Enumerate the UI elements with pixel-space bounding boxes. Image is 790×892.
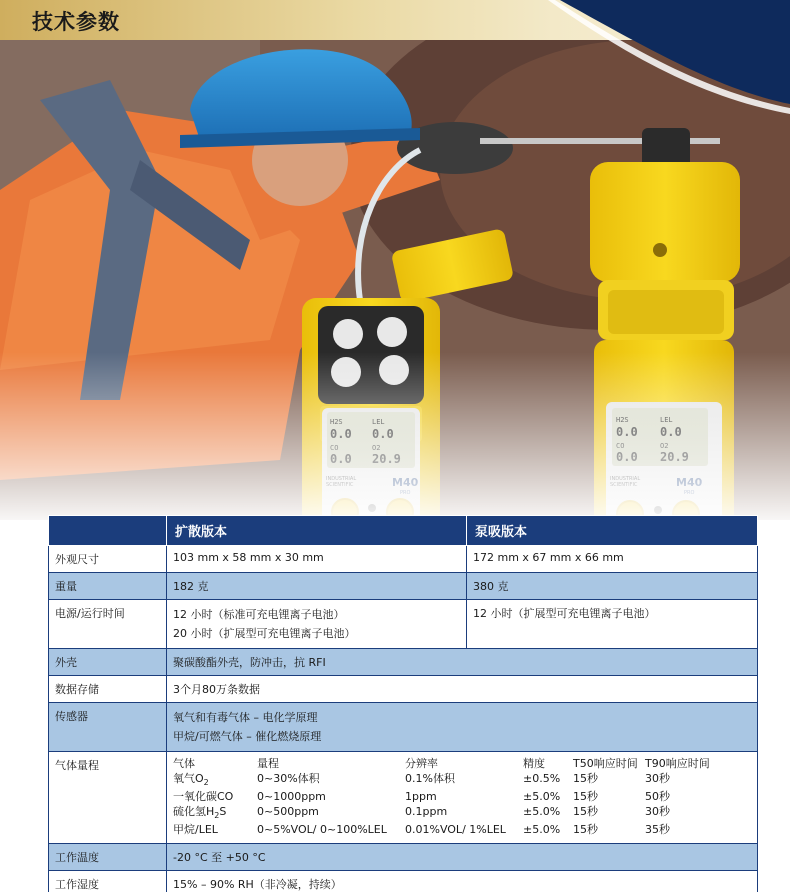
- gas-col-header: 精度: [523, 757, 545, 770]
- row-label: 电源/运行时间: [49, 600, 167, 649]
- gas-accuracy: ±5.0%: [523, 804, 561, 818]
- gas-name: 一氧化碳CO: [173, 790, 234, 804]
- gas-resolution: 0.1%体积: [405, 771, 455, 785]
- gas-range-grid: [173, 757, 751, 838]
- row-value-diffusion: [167, 600, 467, 649]
- table-row: [49, 870, 758, 892]
- gas-t50: 15秒: [573, 823, 598, 837]
- gas-t90: 30秒: [645, 804, 670, 818]
- gas-accuracy: ±5.0%: [523, 790, 561, 804]
- table-row: [49, 546, 758, 573]
- row-label: 传感器: [49, 703, 167, 752]
- gas-header-row: [173, 757, 751, 772]
- header-blank-cell: [49, 516, 167, 546]
- gas-col-header: T50响应时间: [573, 757, 638, 770]
- row-value-line: 氧气和有毒气体 – 电化学原理: [173, 711, 318, 724]
- gas-col-header: 分辨率: [405, 757, 438, 770]
- row-value-line: 20 小时（扩展型可充电锂离子电池）: [173, 627, 356, 640]
- row-value: 聚碳酸酯外壳，防冲击，抗 RFI: [167, 649, 758, 676]
- gas-range: 0~500ppm: [257, 804, 319, 818]
- gas-row: [173, 805, 751, 824]
- gas-name: 氧气$O_2$: [173, 771, 209, 787]
- page-title: 技术参数: [32, 10, 120, 34]
- gas-accuracy: ±0.5%: [523, 771, 561, 785]
- table-row: [49, 703, 758, 752]
- gas-range: 0~30%体积: [257, 771, 320, 785]
- gas-row: [173, 823, 751, 838]
- gas-t50: 15秒: [573, 790, 598, 804]
- header-pump: 泵吸版本: [467, 516, 758, 546]
- row-label: 气体量程: [49, 752, 167, 844]
- gas-t50: 15秒: [573, 804, 598, 818]
- gas-row: [173, 790, 751, 805]
- table-row: [49, 573, 758, 600]
- row-value-diffusion: 182 克: [167, 573, 467, 600]
- gas-col-header: 气体: [173, 757, 195, 770]
- gas-col-header: 量程: [257, 757, 279, 770]
- gas-name: 硫化氢$H_2S$: [173, 804, 227, 820]
- table-row: [49, 843, 758, 870]
- gas-accuracy: ±5.0%: [523, 823, 561, 837]
- row-value-line: 甲烷/可燃气体 – 催化燃烧原理: [173, 730, 322, 743]
- row-value-pump: 380 克: [467, 573, 758, 600]
- row-value-diffusion: 103 mm x 58 mm x 30 mm: [167, 546, 467, 573]
- table-row: [49, 600, 758, 649]
- row-label: 工作温度: [49, 843, 167, 870]
- table-header-row: [49, 516, 758, 546]
- row-label: 外壳: [49, 649, 167, 676]
- row-value-line: 12 小时（标准可充电锂离子电池）: [173, 608, 345, 621]
- gas-resolution: 1ppm: [405, 790, 437, 804]
- gas-t90: 30秒: [645, 771, 670, 785]
- row-value: [167, 703, 758, 752]
- gas-t90: 35秒: [645, 823, 670, 837]
- gas-range: 0~1000ppm: [257, 790, 326, 804]
- gas-resolution: 0.1ppm: [405, 804, 448, 818]
- row-label: 数据存储: [49, 676, 167, 703]
- row-label: 工作湿度: [49, 870, 167, 892]
- row-label: 外观尺寸: [49, 546, 167, 573]
- table-row: [49, 676, 758, 703]
- gas-t50: 15秒: [573, 771, 598, 785]
- spec-table: [48, 515, 758, 892]
- row-value-pump: 172 mm x 67 mm x 66 mm: [467, 546, 758, 573]
- gas-resolution: 0.01%VOL/ 1%LEL: [405, 823, 506, 837]
- header-diffusion: 扩散版本: [167, 516, 467, 546]
- table-row: [49, 649, 758, 676]
- table-row: [49, 752, 758, 844]
- row-label: 重量: [49, 573, 167, 600]
- row-value-pump: 12 小时（扩展型可充电锂离子电池）: [467, 600, 758, 649]
- gas-row: [173, 772, 751, 791]
- row-value: -20 °C 至 +50 °C: [167, 843, 758, 870]
- gas-name: 甲烷/LEL: [173, 823, 218, 837]
- gas-range-cell: [167, 752, 758, 844]
- gas-t90: 50秒: [645, 790, 670, 804]
- gas-range: 0~5%VOL/ 0~100%LEL: [257, 823, 387, 837]
- row-value: 3个月80万条数据: [167, 676, 758, 703]
- gas-col-header: T90响应时间: [645, 757, 710, 770]
- row-value: 15% – 90% RH（非冷凝，持续）: [167, 870, 758, 892]
